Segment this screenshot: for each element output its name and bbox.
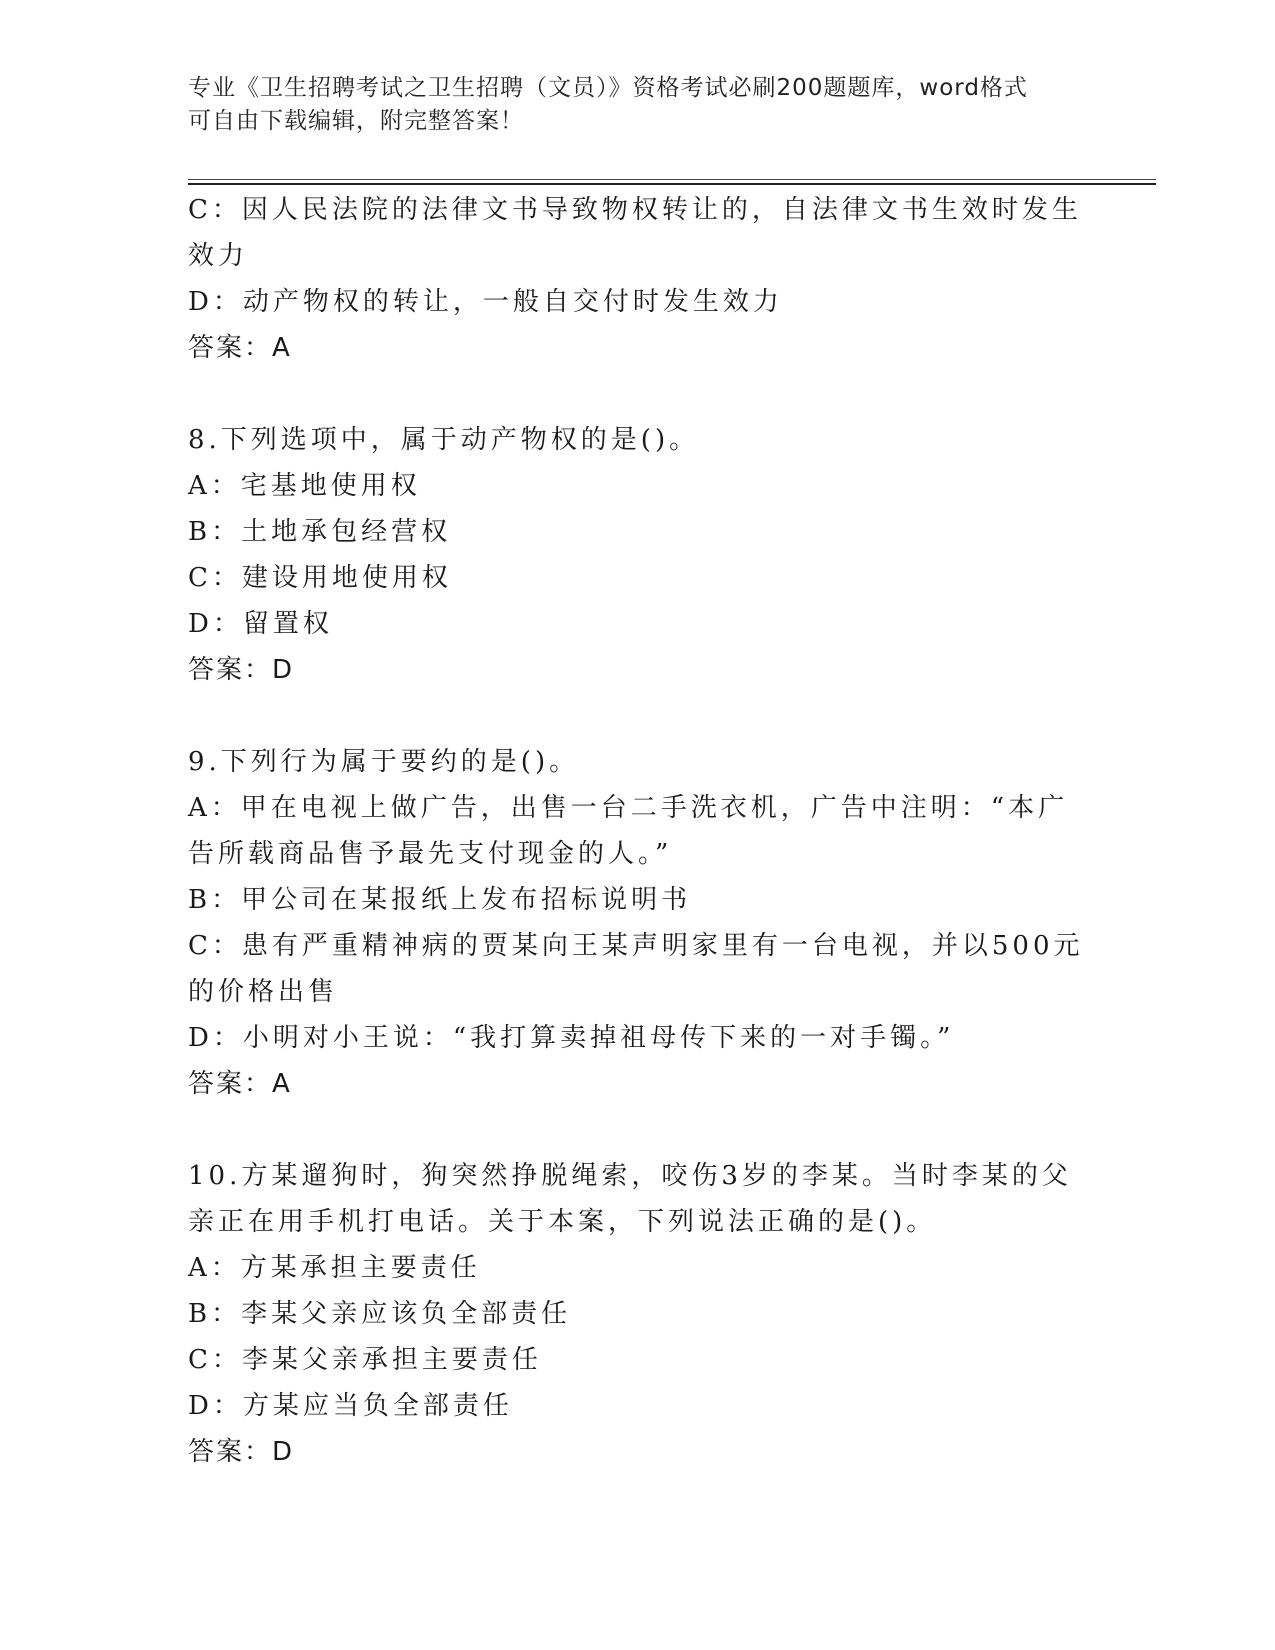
answer: 答案：D bbox=[188, 1437, 295, 1467]
answer: 答案：A bbox=[188, 1069, 292, 1099]
option-a: A：方某承担主要责任 bbox=[188, 1253, 481, 1283]
option-b: B：甲公司在某报纸上发布招标说明书 bbox=[188, 885, 692, 915]
option-d: D：留置权 bbox=[188, 609, 333, 639]
document-body bbox=[188, 187, 1088, 1475]
option-a: A：甲在电视上做广告，出售一台二手洗衣机，广告中注明：“本广告所载商品售予最先支付现金的人。” bbox=[188, 793, 1069, 869]
question-9 bbox=[188, 739, 1088, 1107]
option-a: A：宅基地使用权 bbox=[188, 471, 421, 501]
option-b: B：李某父亲应该负全部责任 bbox=[188, 1299, 572, 1329]
question-text: 10.方某遛狗时，狗突然挣脱绳索，咬伤3岁的李某。当时李某的父亲正在用手机打电话。关于本案，下列说法正确的是()。 bbox=[188, 1161, 1072, 1237]
option-c: C：患有严重精神病的贾某向王某声明家里有一台电视，并以500元的价格出售 bbox=[188, 931, 1084, 1007]
header-divider-thick bbox=[188, 183, 1156, 185]
question-7-tail bbox=[188, 187, 1088, 371]
answer: 答案：A bbox=[188, 333, 292, 363]
option-d: D：方某应当负全部责任 bbox=[188, 1391, 513, 1421]
header-line-1: 专业《卫生招聘考试之卫生招聘（文员）》资格考试必刷200题题库，word格式 bbox=[188, 75, 1028, 101]
option-c: C：李某父亲承担主要责任 bbox=[188, 1345, 542, 1375]
question-text: 9.下列行为属于要约的是()。 bbox=[188, 747, 580, 777]
option-d: D：小明对小王说：“我打算卖掉祖母传下来的一对手镯。” bbox=[188, 1023, 955, 1053]
header-line-2: 可自由下载编辑，附完整答案！ bbox=[188, 108, 524, 134]
option-b: B：土地承包经营权 bbox=[188, 517, 452, 547]
question-text: 8.下列选项中，属于动产物权的是()。 bbox=[188, 425, 700, 455]
option-c: C：因人民法院的法律文书导致物权转让的，自法律文书生效时发生效力 bbox=[188, 195, 1082, 271]
header-divider-thin bbox=[188, 179, 1156, 180]
option-d: D：动产物权的转让，一般自交付时发生效力 bbox=[188, 287, 783, 317]
answer: 答案：D bbox=[188, 655, 295, 685]
document-header bbox=[188, 72, 1088, 138]
question-10 bbox=[188, 1153, 1088, 1475]
question-8 bbox=[188, 417, 1088, 693]
option-c: C：建设用地使用权 bbox=[188, 563, 452, 593]
